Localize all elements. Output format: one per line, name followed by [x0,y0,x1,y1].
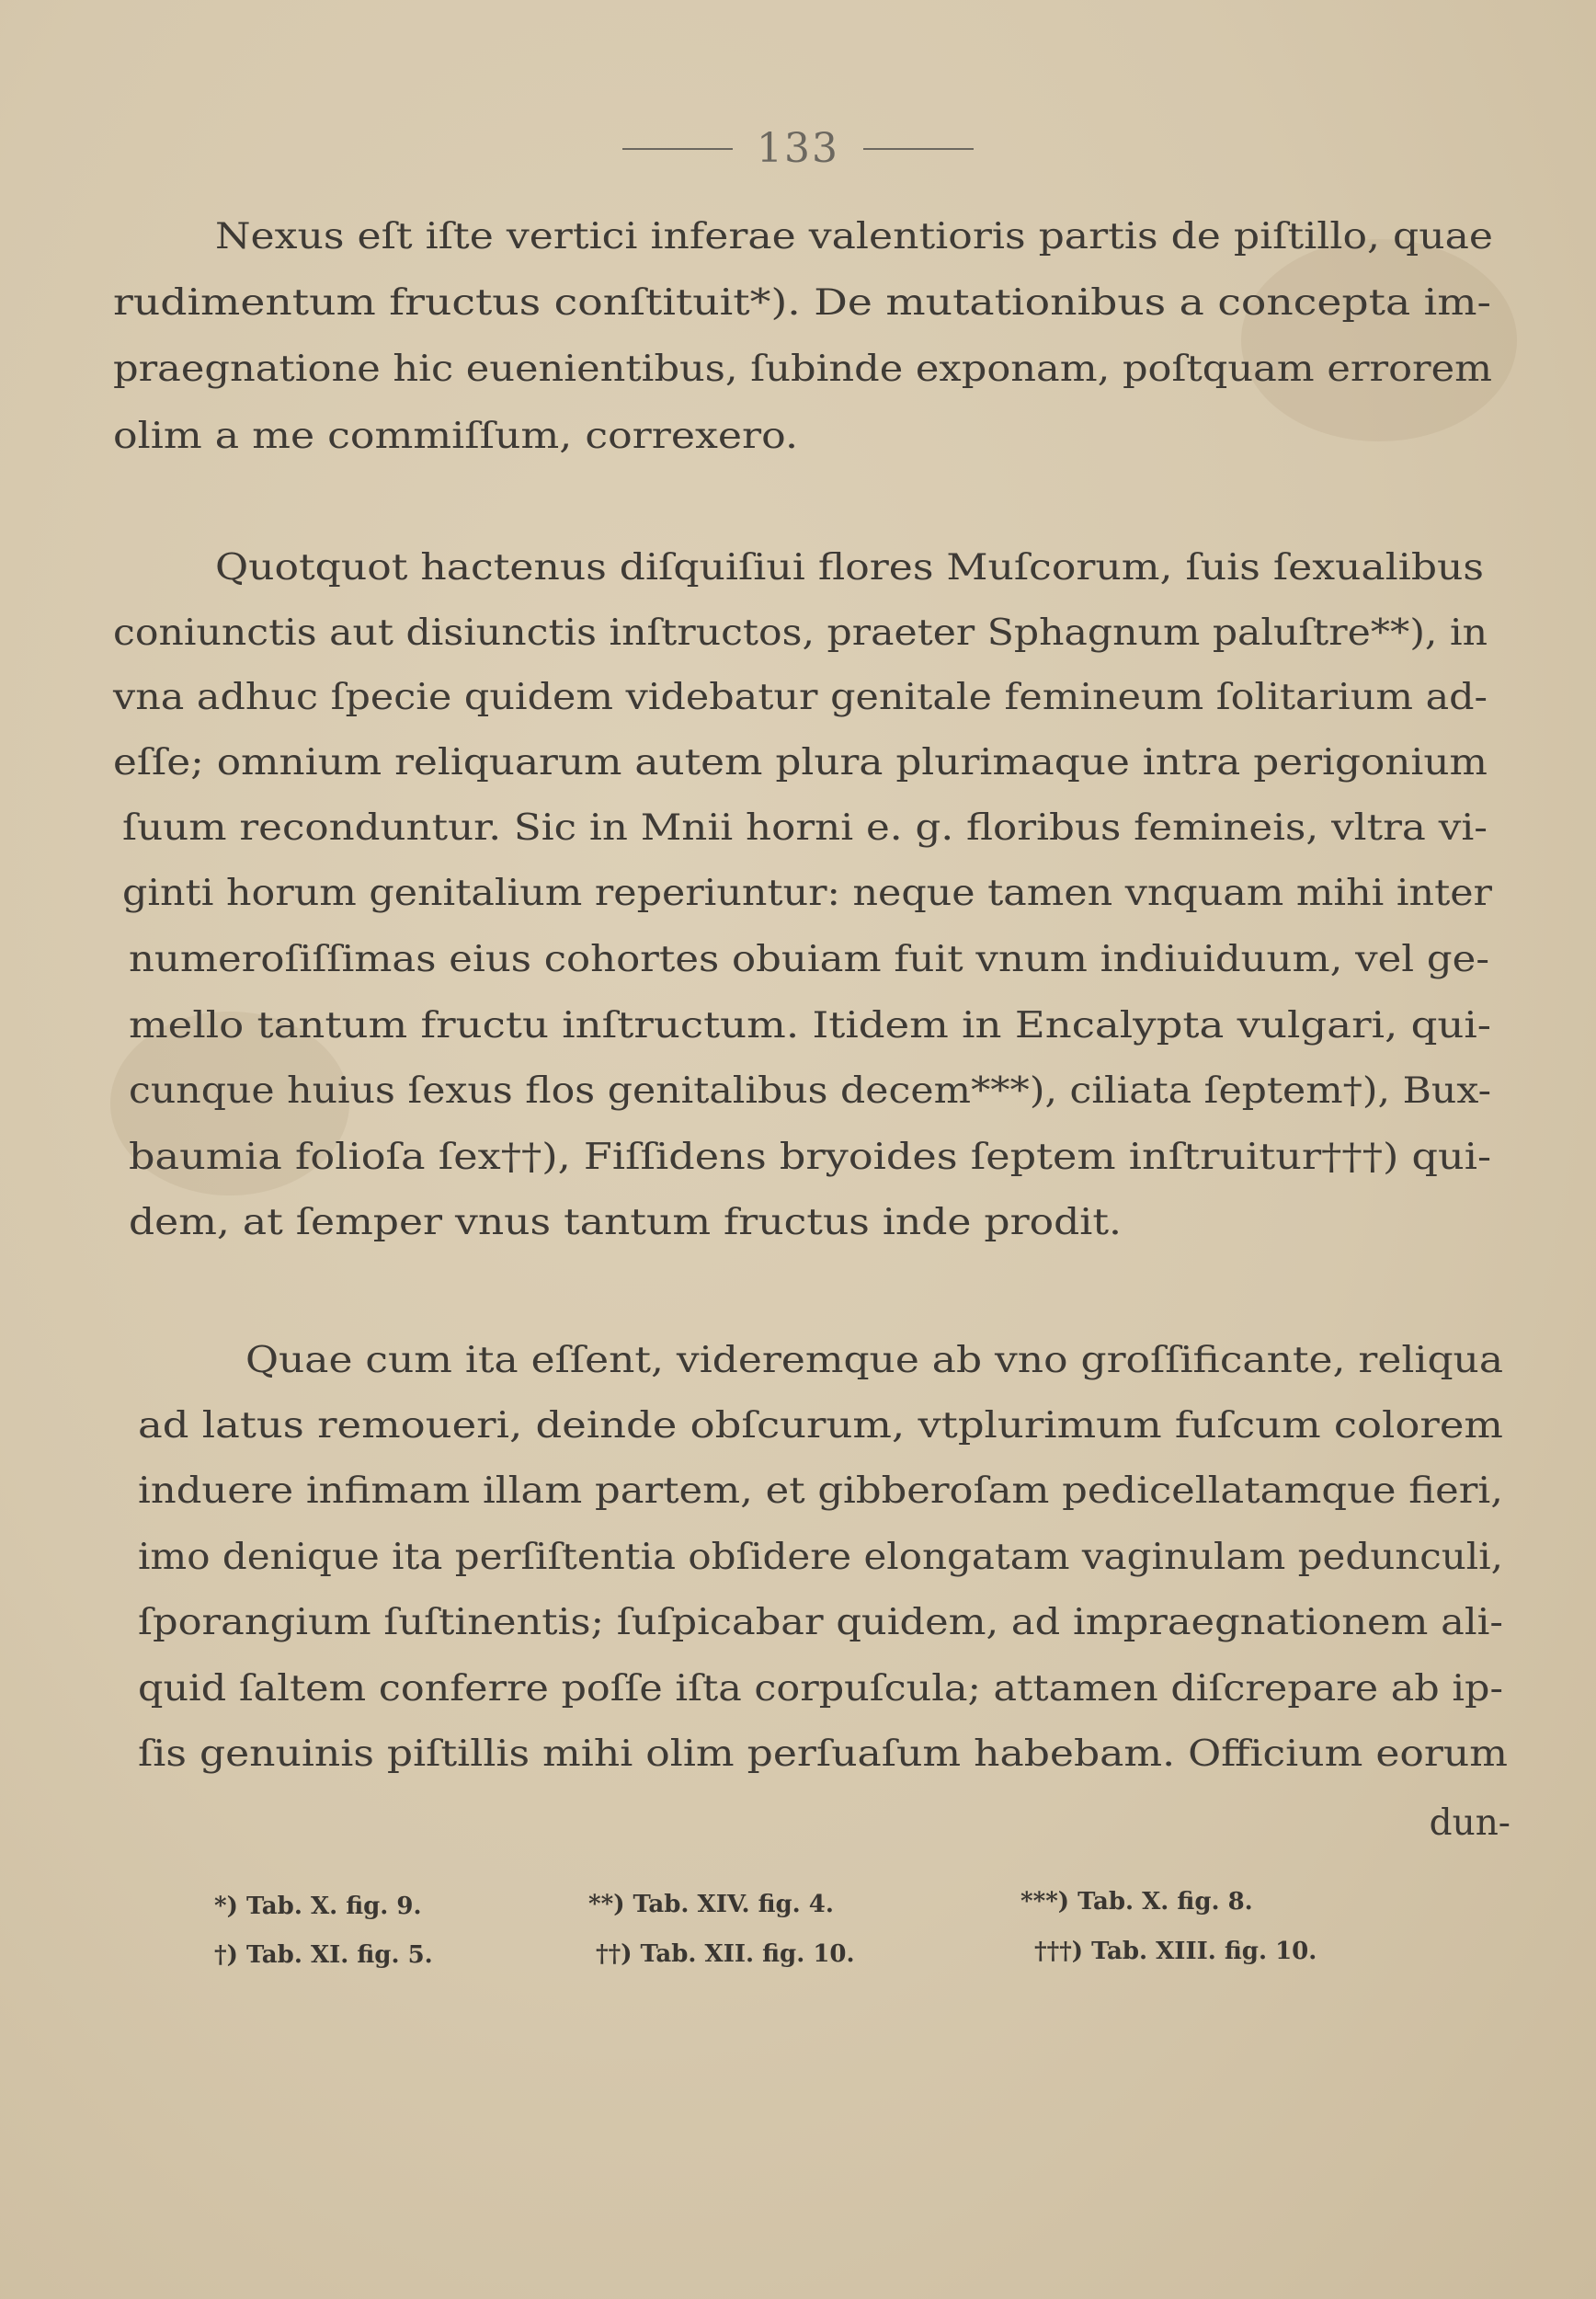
page-header [0,125,1596,172]
page-number: 133 [757,125,839,172]
header-rule-left [622,148,733,150]
footnote: *) Tab. X. fig. 9. [214,1893,422,1920]
text-line: numeroſiſſimas eius cohortes obuiam fuit vnum indiuiduum, vel ge- [129,939,1489,980]
text-line: quid ſaltem conferre poſſe iſta corpuſcula; attamen diſcrepare ab ip- [138,1668,1503,1710]
text-line: ad latus remoueri, deinde obſcurum, vtplurimum fuſcum colorem [138,1405,1504,1447]
footnote: †††) Tab. XIII. fig. 10. [1034,1938,1317,1965]
footnote: ***) Tab. X. fig. 8. [1020,1888,1253,1916]
text-line: coniunctis aut disiunctis inſtructos, praeter Sphagnum paluſtre**), in [113,612,1488,654]
text-line: cunque huius ſexus flos genitalibus decem***), ciliata ſeptem†), Bux- [129,1070,1491,1112]
text-line: rudimentum fructus conſtituit*). De mutationibus a concepta im- [113,282,1492,324]
text-line: vna adhuc ſpecie quidem videbatur genitale femineum ſolitarium ad- [113,677,1488,718]
text-line: Quotquot hactenus diſquiſiui flores Muſcorum, ſuis ſexualibus [215,547,1484,589]
paper-stain [1241,239,1517,441]
text-line: ginti horum genitalium reperiuntur: neque tamen vnquam mihi inter [122,873,1492,914]
text-line: baumia folioſa ſex††), Fiſſidens bryoides ſeptem inſtruitur†††) qui- [129,1137,1491,1178]
footnote: **) Tab. XIV. fig. 4. [588,1891,834,1918]
header-rule-right [863,148,974,150]
text-line: imo denique ita perſiſtentia obſidere elongatam vaginulam pedunculi, [138,1537,1503,1578]
footnote: †) Tab. XI. fig. 5. [214,1941,433,1969]
text-line: induere infimam illam partem, et gibberoſam pedicellatamque fieri, [138,1470,1503,1512]
text-line: ſis genuinis piſtillis mihi olim perſuaſum habebam. Officium eorum [138,1733,1508,1775]
text-line: Quae cum ita eſſent, videremque ab vno groſſificante, reliqua [245,1340,1503,1381]
text-line: praegnatione hic euenientibus, ſubinde exponam, poſtquam errorem [113,349,1492,390]
text-line: olim a me commiſſum, correxero. [113,416,798,457]
catchword: dun- [1429,1802,1510,1844]
footnote: ††) Tab. XII. fig. 10. [596,1940,855,1968]
text-line: dem, at ſemper vnus tantum fructus inde prodit. [129,1202,1122,1243]
text-line: ſuum reconduntur. Sic in Mnii horni e. g. floribus femineis, vltra vi- [122,807,1488,849]
text-line: eſſe; omnium reliquarum autem plura plurimaque intra perigonium [113,742,1488,783]
text-line: mello tantum fructu inſtructum. Itidem in Encalypta vulgari, qui- [129,1005,1491,1047]
text-line: ſporangium ſuſtinentis; ſuſpicabar quidem, ad impraegnationem ali- [138,1602,1504,1643]
text-line: Nexus eſt iſte vertici inferae valentioris partis de piſtillo, quae [215,216,1494,257]
